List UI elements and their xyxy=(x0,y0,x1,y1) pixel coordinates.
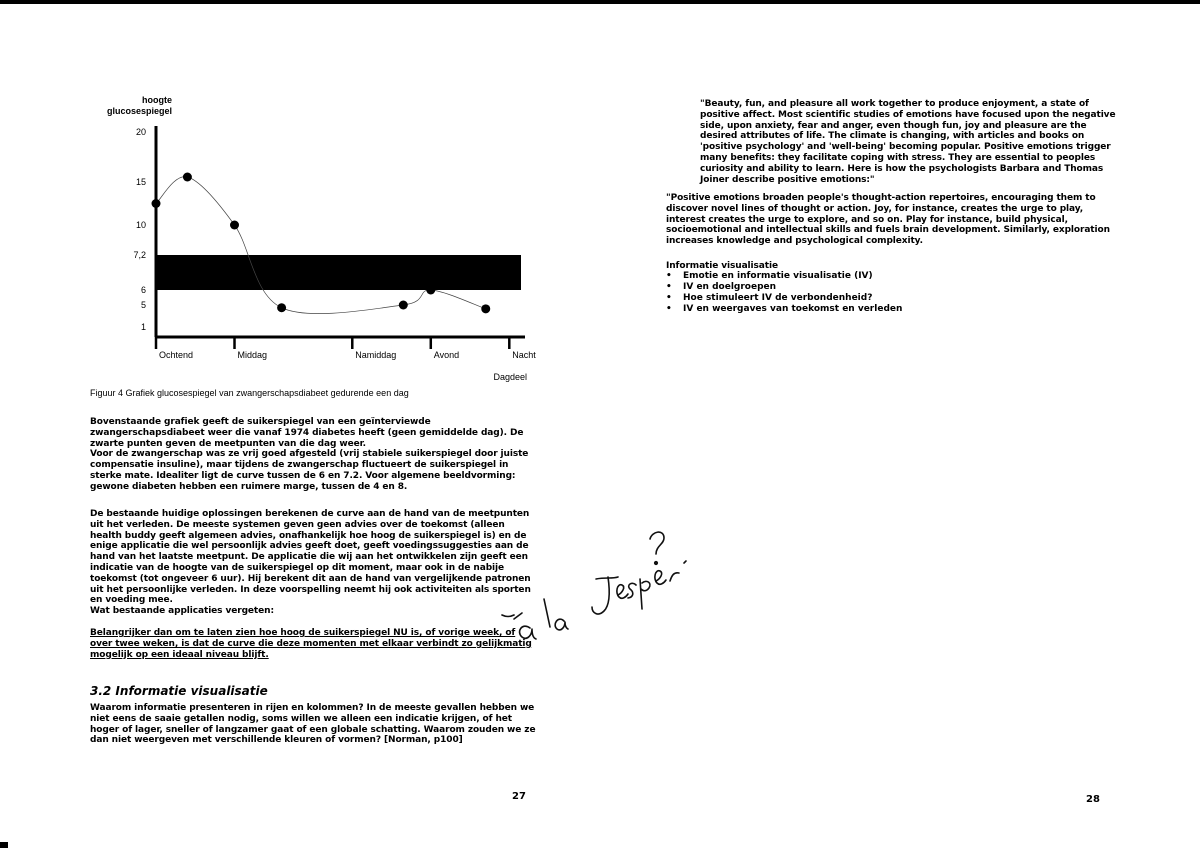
ideal-range-band xyxy=(156,255,521,290)
topic-list xyxy=(666,271,902,315)
solutions-line: health buddy geeft algemeen advies, onafhankelijk hoe hoog de suikerspiegel is) en de xyxy=(90,530,527,541)
quote-beauty-fun xyxy=(700,99,1115,185)
glucose-curve xyxy=(156,177,486,314)
intro-line: Voor de zwangerschap was ze vrij goed afgesteld (vrij stabiele suikerspiegel door juiste xyxy=(90,449,529,460)
quote1-line: many benefits: they facilitate coping with stress. They are essential to peoples xyxy=(700,152,1096,163)
solutions-line: Wat bestaande applicaties vergeten: xyxy=(90,606,274,617)
quote1-line: curiosity and ability to learn. Here is how the psychologists Barbara and Thomas xyxy=(700,163,1104,174)
quote-positive-emotions xyxy=(666,193,1110,247)
measurement-point xyxy=(230,221,239,230)
x-tick-label: Nacht xyxy=(512,350,536,360)
topic-list-item: • Emotie en informatie visualisatie (IV) xyxy=(666,271,902,282)
x-tick-label: Namiddag xyxy=(355,350,397,360)
quote2-line: increases knowledge and psychological complexity. xyxy=(666,236,923,247)
x-tick-label: Ochtend xyxy=(159,350,194,360)
topic-list-item: • IV en weergaves van toekomst en verleden xyxy=(666,304,902,315)
y-tick-label: 6 xyxy=(140,285,146,295)
measurement-point xyxy=(426,286,435,295)
paragraph-underlined xyxy=(90,628,532,660)
x-tick-label: Middag xyxy=(237,350,268,360)
quote1-line: Joiner describe positive emotions:" xyxy=(700,174,875,185)
intro-line: Bovenstaande grafiek geeft de suikerspiegel van een geïnterviewde xyxy=(90,417,431,427)
x-tick-label: Avond xyxy=(433,350,460,360)
information-line: niet eens de saaie getallen nodig, soms willen we alleen een indicatie krijgen, of het xyxy=(90,713,513,724)
underlined-line: over twee weken, is dat de curve die deze momenten met elkaar verbindt zo gelijkmatig xyxy=(90,638,532,649)
intro-line: compensatie insuline), maar tijdens de zwangerschap fluctueert de suikerspiegel in xyxy=(90,460,509,471)
solutions-line: De bestaande huidige oplossingen berekenen de curve aan de hand van de meetpunten xyxy=(90,509,530,519)
y-tick-label: 20 xyxy=(135,127,146,137)
y-tick-label: 15 xyxy=(135,177,146,187)
quote2-line: discover novel lines of thought or action. Joy, for instance, creates the urge to play, xyxy=(666,203,1084,214)
intro-line: zwarte punten geven de meetpunten van die dag weer. xyxy=(90,438,366,449)
solutions-line: uit het verleden. De meeste systemen geven geen advies over de toekomst (alleen xyxy=(90,519,505,530)
y-tick-label: 7,2 xyxy=(133,250,146,260)
section-heading: 3.2 Informatie visualisatie xyxy=(90,684,268,698)
solutions-line: indicatie van de hoogte van de suikerspiegel op dit moment, maar ook in de nabije xyxy=(90,562,505,573)
handwritten-note xyxy=(500,515,690,655)
scan-border-top xyxy=(0,0,1200,4)
solutions-line: hand van het laatste meetpunt. De applicatie die wij aan het ontwikkelen zijn geeft een xyxy=(90,552,528,563)
solutions-line: uit het persoonlijke verleden. In deze voorspelling neemt hij ook activiteiten als sporten xyxy=(90,584,531,595)
solutions-line: enige applicatie die wel persoonlijk advies geeft doet, geeft voedingssuggesties aan de xyxy=(90,541,529,552)
figure-caption: Figuur 4 Grafiek glucosespiegel van zwangerschapsdiabeet gedurende een dag xyxy=(90,388,409,398)
page-number-left: 27 xyxy=(512,791,526,802)
information-line: Waarom informatie presenteren in rijen en kolommen? In de meeste gevallen hebben we xyxy=(90,703,535,713)
quote1-line: 'positive psychology' and 'well-being' becoming popular. Positive emotions trigger xyxy=(700,142,1111,153)
underlined-line: Belangrijker dan om te laten zien hoe hoog de suikerspiegel NU is, of vorige week, of xyxy=(90,628,516,638)
chart-ylabel-line-1: hoogte xyxy=(142,95,172,105)
paragraph-solutions xyxy=(90,509,531,617)
measurement-point xyxy=(481,304,490,313)
scan-corner-mark xyxy=(0,842,8,848)
intro-line: gewone diabeten hebben een ruimere marge, tussen de 4 en 8. xyxy=(90,481,408,492)
quote2-line: interest creates the urge to explore, and so on. Play for instance, build physical, xyxy=(666,214,1068,225)
topic-list-item: • Hoe stimuleert IV de verbondenheid? xyxy=(666,293,902,304)
paragraph-information xyxy=(90,703,535,746)
y-tick-label: 1 xyxy=(140,322,146,332)
solutions-line: en voeding mee. xyxy=(90,595,173,606)
chart-canvas xyxy=(90,90,540,390)
y-tick-label: 5 xyxy=(140,300,146,310)
quote2-line: "Positive emotions broaden people's thought-action repertoires, encouraging them to xyxy=(666,193,1096,203)
measurement-point xyxy=(277,303,286,312)
measurement-point xyxy=(183,173,192,182)
x-axis-label: Dagdeel xyxy=(493,372,527,382)
chart-ylabel-line-2: glucosespiegel xyxy=(106,106,172,116)
information-line: hoger of lager, sneller of langzamer gaat of een globale schatting. Waarom zouden we ze xyxy=(90,724,536,735)
solutions-line: toekomst (tot ongeveer 6 uur). Hij berekent dit aan de hand van vergelijkende patronen xyxy=(90,573,531,584)
paragraph-intro xyxy=(90,417,528,493)
measurement-point xyxy=(152,199,161,208)
quote1-line: "Beauty, fun, and pleasure all work together to produce enjoyment, a state of xyxy=(700,99,1089,109)
measurement-point xyxy=(399,301,408,310)
page-number-right: 28 xyxy=(1086,794,1100,805)
quote2-line: socioemotional and intellectual skills and fuels brain development. Similarly, exploration xyxy=(666,225,1110,236)
y-tick-label: 10 xyxy=(135,220,146,230)
information-line: dan niet weergeven met verschillende kleuren of vormen? [Norman, p100] xyxy=(90,735,463,746)
topic-list-item: • IV en doelgroepen xyxy=(666,282,902,293)
underlined-line: mogelijk op een ideaal niveau blijft. xyxy=(90,649,269,660)
intro-line: sterke mate. Idealiter ligt de curve tussen de 6 en 7.2. Voor algemene beeldvorming: xyxy=(90,470,516,481)
list-title: Informatie visualisatie xyxy=(666,261,778,271)
intro-line: zwangerschapsdiabeet weer die vanaf 1974 diabetes heeft (geen gemiddelde dag). De xyxy=(90,427,524,438)
quote1-line: desired attributes of life. The climate is changing, with articles and books on xyxy=(700,131,1085,142)
glucose-chart xyxy=(90,90,540,390)
quote1-line: positive affect. Most scientific studies of emotions have focused upon the negative xyxy=(700,109,1116,120)
quote1-line: side, upon anxiety, fear and anger, even though fun, joy and pleasure are the xyxy=(700,120,1087,131)
